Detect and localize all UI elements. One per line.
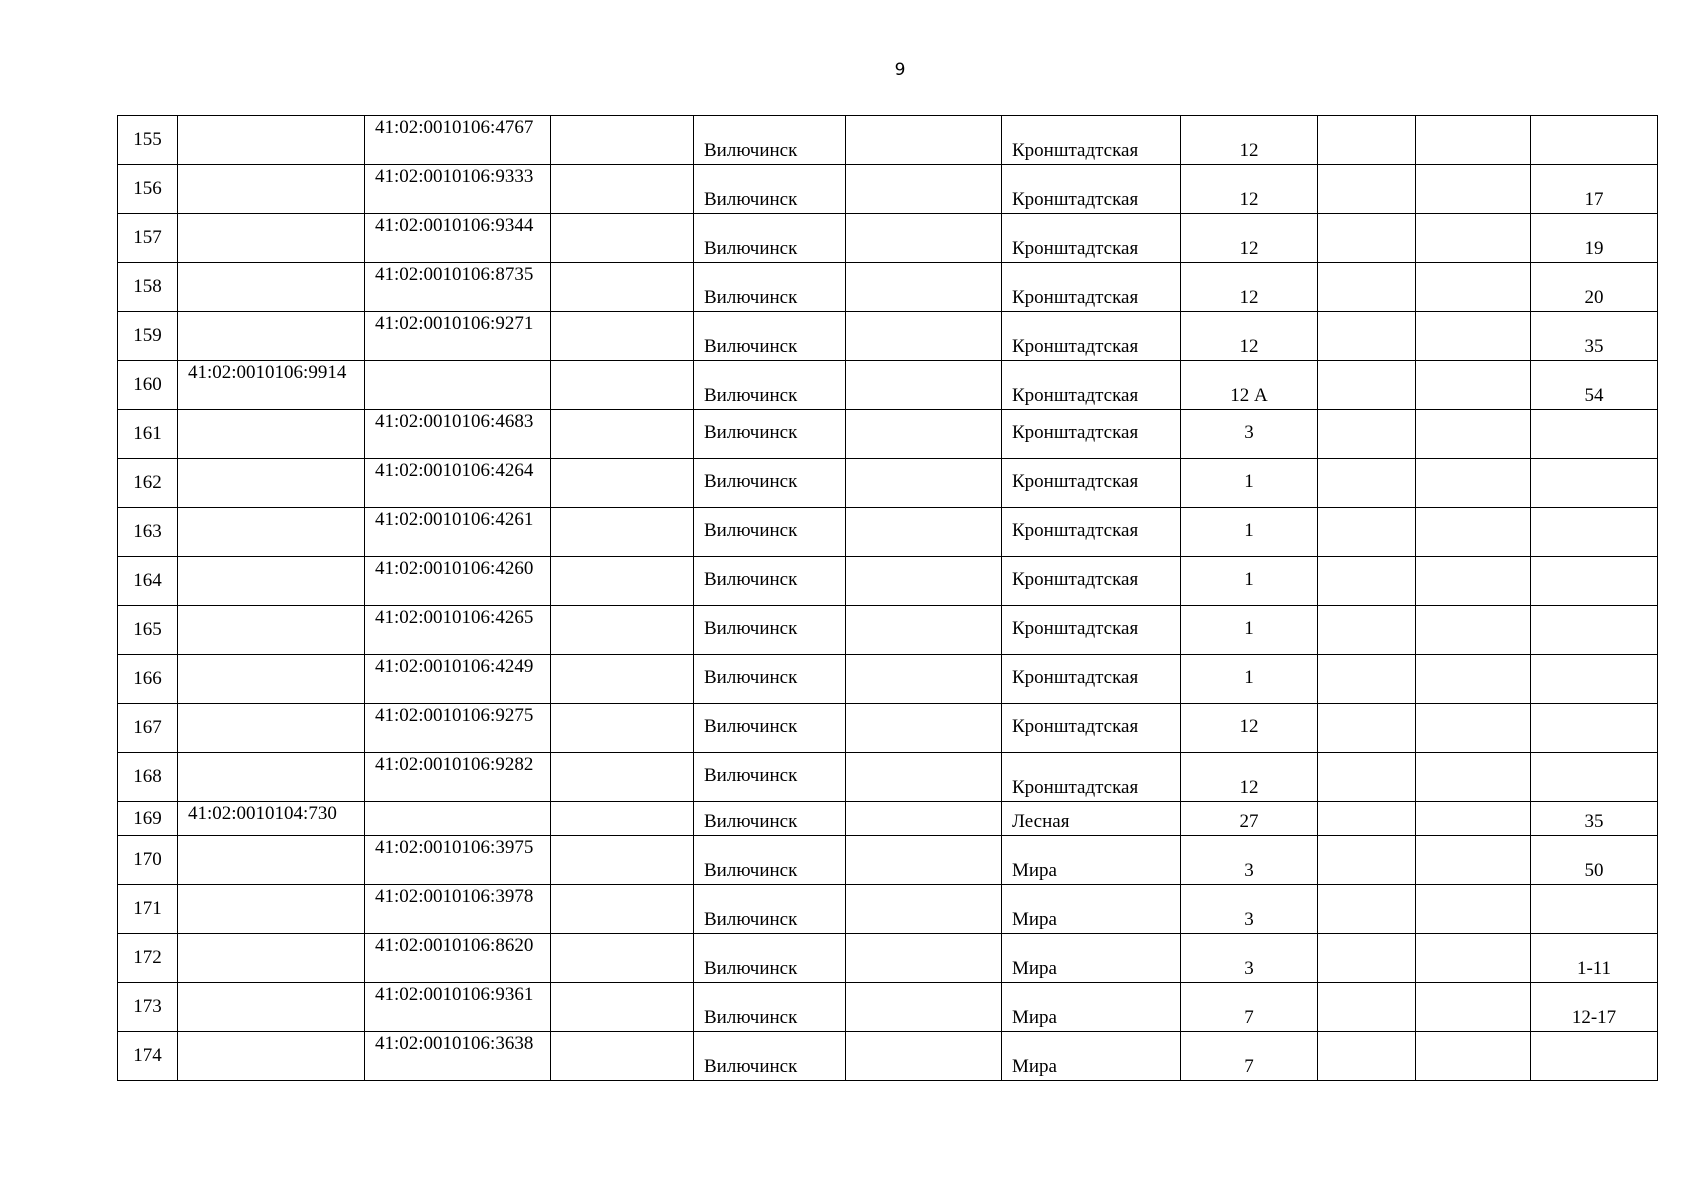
empty-cell [1416, 361, 1531, 410]
table-row [118, 655, 1658, 704]
row-number: 168 [118, 753, 178, 802]
empty-cell [1318, 214, 1416, 263]
empty-cell [1416, 655, 1531, 704]
cadastral-number-a [178, 459, 365, 508]
cadastral-number-b: 41:02:0010106:4261 [365, 508, 551, 557]
city-cell: Вилючинск [694, 934, 846, 983]
city-cell: Вилючинск [694, 410, 846, 459]
cadastral-number-a [178, 1032, 365, 1081]
empty-cell [551, 165, 694, 214]
empty-cell [1416, 165, 1531, 214]
cadastral-number-b: 41:02:0010106:9344 [365, 214, 551, 263]
empty-cell [1416, 802, 1531, 836]
empty-cell [551, 704, 694, 753]
cadastral-number-a [178, 704, 365, 753]
cadastral-number-b [365, 802, 551, 836]
empty-cell [551, 116, 694, 165]
city-cell: Вилючинск [694, 753, 846, 802]
empty-cell [1416, 606, 1531, 655]
row-number: 161 [118, 410, 178, 459]
street-cell: Кронштадтская [1002, 116, 1181, 165]
house-cell: 1 [1181, 655, 1318, 704]
empty-cell [846, 704, 1002, 753]
empty-cell [1416, 116, 1531, 165]
table-row [118, 165, 1658, 214]
house-cell: 12 [1181, 753, 1318, 802]
cadastral-number-b: 41:02:0010106:4265 [365, 606, 551, 655]
empty-cell [846, 983, 1002, 1032]
empty-cell [1318, 802, 1416, 836]
table-row [118, 557, 1658, 606]
table-body [118, 116, 1658, 1081]
cadastral-number-a [178, 983, 365, 1032]
row-number: 160 [118, 361, 178, 410]
street-cell: Кронштадтская [1002, 459, 1181, 508]
apartment-cell: 12-17 [1531, 983, 1658, 1032]
street-cell: Кронштадтская [1002, 557, 1181, 606]
row-number: 169 [118, 802, 178, 836]
empty-cell [1318, 557, 1416, 606]
house-cell: 1 [1181, 606, 1318, 655]
row-number: 159 [118, 312, 178, 361]
row-number: 172 [118, 934, 178, 983]
empty-cell [1318, 263, 1416, 312]
cadastral-number-b [365, 361, 551, 410]
cadastral-number-a: 41:02:0010106:9914 [178, 361, 365, 410]
empty-cell [551, 836, 694, 885]
city-cell: Вилючинск [694, 263, 846, 312]
empty-cell [551, 459, 694, 508]
city-cell: Вилючинск [694, 836, 846, 885]
street-cell: Кронштадтская [1002, 410, 1181, 459]
table-row [118, 459, 1658, 508]
cadastral-number-b: 41:02:0010106:8620 [365, 934, 551, 983]
cadastral-number-a [178, 116, 365, 165]
table-row [118, 263, 1658, 312]
city-cell: Вилючинск [694, 802, 846, 836]
cadastral-number-a [178, 165, 365, 214]
apartment-cell [1531, 1032, 1658, 1081]
empty-cell [551, 312, 694, 361]
empty-cell [846, 165, 1002, 214]
row-number: 155 [118, 116, 178, 165]
empty-cell [1318, 655, 1416, 704]
empty-cell [846, 836, 1002, 885]
table-row [118, 753, 1658, 802]
table-row [118, 508, 1658, 557]
empty-cell [1416, 557, 1531, 606]
city-cell: Вилючинск [694, 361, 846, 410]
apartment-cell: 17 [1531, 165, 1658, 214]
house-cell: 1 [1181, 508, 1318, 557]
table-row [118, 934, 1658, 983]
street-cell: Мира [1002, 836, 1181, 885]
apartment-cell [1531, 508, 1658, 557]
cadastral-number-b: 41:02:0010106:3975 [365, 836, 551, 885]
row-number: 163 [118, 508, 178, 557]
empty-cell [1416, 934, 1531, 983]
empty-cell [551, 802, 694, 836]
table-row [118, 361, 1658, 410]
empty-cell [551, 557, 694, 606]
empty-cell [846, 802, 1002, 836]
empty-cell [846, 885, 1002, 934]
empty-cell [1318, 116, 1416, 165]
house-cell: 3 [1181, 885, 1318, 934]
apartment-cell [1531, 753, 1658, 802]
city-cell: Вилючинск [694, 1032, 846, 1081]
row-number: 158 [118, 263, 178, 312]
empty-cell [846, 606, 1002, 655]
empty-cell [551, 361, 694, 410]
apartment-cell [1531, 410, 1658, 459]
empty-cell [551, 983, 694, 1032]
apartment-cell: 35 [1531, 312, 1658, 361]
row-number: 167 [118, 704, 178, 753]
street-cell: Кронштадтская [1002, 655, 1181, 704]
empty-cell [1416, 410, 1531, 459]
cadastral-number-b: 41:02:0010106:4767 [365, 116, 551, 165]
empty-cell [846, 508, 1002, 557]
empty-cell [1416, 885, 1531, 934]
empty-cell [1416, 983, 1531, 1032]
row-number: 157 [118, 214, 178, 263]
city-cell: Вилючинск [694, 165, 846, 214]
empty-cell [1318, 165, 1416, 214]
table-row [118, 312, 1658, 361]
street-cell: Кронштадтская [1002, 214, 1181, 263]
cadastral-number-a [178, 606, 365, 655]
city-cell: Вилючинск [694, 704, 846, 753]
city-cell: Вилючинск [694, 885, 846, 934]
empty-cell [1416, 836, 1531, 885]
empty-cell [551, 214, 694, 263]
cadastral-number-b: 41:02:0010106:9361 [365, 983, 551, 1032]
cadastral-number-b: 41:02:0010106:4249 [365, 655, 551, 704]
house-cell: 7 [1181, 1032, 1318, 1081]
apartment-cell [1531, 704, 1658, 753]
apartment-cell: 50 [1531, 836, 1658, 885]
row-number: 173 [118, 983, 178, 1032]
apartment-cell [1531, 116, 1658, 165]
cadastral-number-a [178, 214, 365, 263]
cadastral-number-b: 41:02:0010106:9282 [365, 753, 551, 802]
cadastral-number-b: 41:02:0010106:9333 [365, 165, 551, 214]
house-cell: 27 [1181, 802, 1318, 836]
empty-cell [1318, 983, 1416, 1032]
empty-cell [846, 361, 1002, 410]
row-number: 170 [118, 836, 178, 885]
empty-cell [846, 410, 1002, 459]
apartment-cell: 19 [1531, 214, 1658, 263]
row-number: 162 [118, 459, 178, 508]
empty-cell [551, 1032, 694, 1081]
city-cell: Вилючинск [694, 312, 846, 361]
row-number: 171 [118, 885, 178, 934]
empty-cell [1318, 934, 1416, 983]
street-cell: Кронштадтская [1002, 704, 1181, 753]
row-number: 156 [118, 165, 178, 214]
street-cell: Лесная [1002, 802, 1181, 836]
apartment-cell: 35 [1531, 802, 1658, 836]
empty-cell [551, 934, 694, 983]
empty-cell [551, 410, 694, 459]
row-number: 165 [118, 606, 178, 655]
table-row [118, 410, 1658, 459]
street-cell: Мира [1002, 885, 1181, 934]
house-cell: 3 [1181, 410, 1318, 459]
street-cell: Мира [1002, 983, 1181, 1032]
cadastral-number-a [178, 557, 365, 606]
house-cell: 12 [1181, 116, 1318, 165]
empty-cell [1318, 753, 1416, 802]
empty-cell [846, 312, 1002, 361]
empty-cell [551, 655, 694, 704]
house-cell: 3 [1181, 836, 1318, 885]
city-cell: Вилючинск [694, 557, 846, 606]
street-cell: Кронштадтская [1002, 165, 1181, 214]
house-cell: 12 [1181, 704, 1318, 753]
street-cell: Кронштадтская [1002, 312, 1181, 361]
empty-cell [846, 263, 1002, 312]
house-cell: 12 [1181, 312, 1318, 361]
apartment-cell [1531, 459, 1658, 508]
empty-cell [1318, 704, 1416, 753]
empty-cell [1416, 704, 1531, 753]
table-row [118, 116, 1658, 165]
table-row [118, 983, 1658, 1032]
cadastral-number-b: 41:02:0010106:8735 [365, 263, 551, 312]
cadastral-number-a [178, 655, 365, 704]
empty-cell [551, 753, 694, 802]
table-row [118, 885, 1658, 934]
empty-cell [1318, 361, 1416, 410]
cadastral-number-b: 41:02:0010106:9271 [365, 312, 551, 361]
house-cell: 12 [1181, 263, 1318, 312]
city-cell: Вилючинск [694, 606, 846, 655]
city-cell: Вилючинск [694, 655, 846, 704]
street-cell: Кронштадтская [1002, 361, 1181, 410]
empty-cell [846, 214, 1002, 263]
empty-cell [846, 655, 1002, 704]
cadastral-number-a [178, 885, 365, 934]
cadastral-number-a [178, 312, 365, 361]
cadastral-number-b: 41:02:0010106:4683 [365, 410, 551, 459]
street-cell: Кронштадтская [1002, 508, 1181, 557]
cadastral-number-a [178, 836, 365, 885]
table-row [118, 214, 1658, 263]
empty-cell [1416, 214, 1531, 263]
empty-cell [1318, 836, 1416, 885]
cadastral-number-a: 41:02:0010104:730 [178, 802, 365, 836]
house-cell: 7 [1181, 983, 1318, 1032]
empty-cell [1416, 459, 1531, 508]
cadastral-number-a [178, 508, 365, 557]
table-row [118, 606, 1658, 655]
table-row [118, 802, 1658, 836]
empty-cell [1318, 312, 1416, 361]
empty-cell [1416, 263, 1531, 312]
empty-cell [846, 753, 1002, 802]
apartment-cell: 1-11 [1531, 934, 1658, 983]
city-cell: Вилючинск [694, 508, 846, 557]
cadastral-number-a [178, 263, 365, 312]
registry-table [117, 115, 1658, 1081]
empty-cell [1318, 459, 1416, 508]
empty-cell [1416, 1032, 1531, 1081]
empty-cell [1416, 312, 1531, 361]
empty-cell [551, 885, 694, 934]
apartment-cell: 54 [1531, 361, 1658, 410]
empty-cell [846, 557, 1002, 606]
street-cell: Мира [1002, 934, 1181, 983]
empty-cell [1318, 606, 1416, 655]
city-cell: Вилючинск [694, 983, 846, 1032]
table-row [118, 1032, 1658, 1081]
apartment-cell [1531, 655, 1658, 704]
city-cell: Вилючинск [694, 459, 846, 508]
cadastral-number-a [178, 753, 365, 802]
empty-cell [1318, 410, 1416, 459]
street-cell: Мира [1002, 1032, 1181, 1081]
empty-cell [1318, 1032, 1416, 1081]
apartment-cell: 20 [1531, 263, 1658, 312]
street-cell: Кронштадтская [1002, 263, 1181, 312]
cadastral-number-a [178, 410, 365, 459]
page-number: 9 [894, 60, 906, 80]
house-cell: 1 [1181, 557, 1318, 606]
house-cell: 12 А [1181, 361, 1318, 410]
apartment-cell [1531, 557, 1658, 606]
empty-cell [846, 1032, 1002, 1081]
empty-cell [551, 508, 694, 557]
apartment-cell [1531, 606, 1658, 655]
empty-cell [1416, 508, 1531, 557]
house-cell: 3 [1181, 934, 1318, 983]
cadastral-number-b: 41:02:0010106:4260 [365, 557, 551, 606]
apartment-cell [1531, 885, 1658, 934]
cadastral-number-b: 41:02:0010106:3978 [365, 885, 551, 934]
city-cell: Вилючинск [694, 116, 846, 165]
empty-cell [1318, 508, 1416, 557]
empty-cell [551, 263, 694, 312]
empty-cell [551, 606, 694, 655]
empty-cell [1318, 885, 1416, 934]
house-cell: 12 [1181, 165, 1318, 214]
cadastral-number-b: 41:02:0010106:9275 [365, 704, 551, 753]
empty-cell [846, 934, 1002, 983]
cadastral-number-b: 41:02:0010106:3638 [365, 1032, 551, 1081]
street-cell: Кронштадтская [1002, 606, 1181, 655]
cadastral-number-a [178, 934, 365, 983]
house-cell: 12 [1181, 214, 1318, 263]
row-number: 174 [118, 1032, 178, 1081]
empty-cell [846, 116, 1002, 165]
empty-cell [846, 459, 1002, 508]
table-row [118, 704, 1658, 753]
house-cell: 1 [1181, 459, 1318, 508]
row-number: 164 [118, 557, 178, 606]
city-cell: Вилючинск [694, 214, 846, 263]
cadastral-number-b: 41:02:0010106:4264 [365, 459, 551, 508]
street-cell: Кронштадтская [1002, 753, 1181, 802]
empty-cell [1416, 753, 1531, 802]
table-row [118, 836, 1658, 885]
row-number: 166 [118, 655, 178, 704]
